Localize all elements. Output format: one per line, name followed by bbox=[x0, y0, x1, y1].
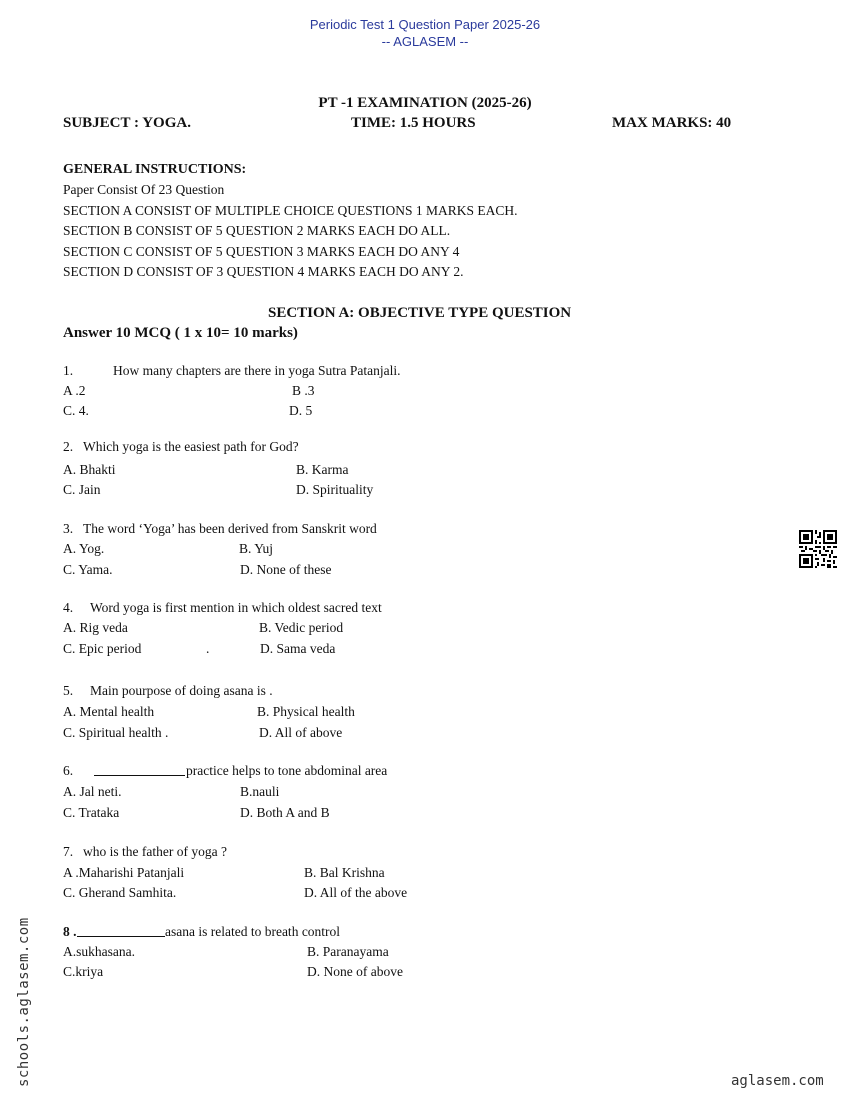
option-c: C. Jain bbox=[63, 482, 101, 497]
question-text: How many chapters are there in yoga Sutra Patanjali. bbox=[113, 363, 401, 378]
option-c: C. Epic period bbox=[63, 641, 142, 656]
option-d: D. Sama veda bbox=[260, 641, 336, 656]
footer-watermark: aglasem.com bbox=[731, 1073, 824, 1089]
option-c: C. Trataka bbox=[63, 805, 120, 820]
question-number: 7. bbox=[63, 844, 74, 859]
option-b: B. Paranayama bbox=[307, 944, 389, 959]
instruction-line: SECTION A CONSIST OF MULTIPLE CHOICE QUESTIONS 1 MARKS EACH. bbox=[63, 203, 518, 218]
question-text: The word ‘Yoga’ has been derived from Sanskrit word bbox=[83, 521, 377, 536]
option-b: B. Yuj bbox=[239, 541, 274, 556]
option-a: A. Bhakti bbox=[63, 462, 116, 477]
instruction-line: SECTION C CONSIST OF 5 QUESTION 3 MARKS EACH DO ANY 4 bbox=[63, 244, 460, 259]
option-c: C.kriya bbox=[63, 964, 104, 979]
question-number: 6. bbox=[63, 763, 74, 778]
option-a: A.sukhasana. bbox=[63, 944, 135, 959]
qr-code-icon bbox=[799, 530, 837, 568]
option-b: B. Vedic period bbox=[259, 620, 344, 635]
exam-title: PT -1 EXAMINATION (2025-26) bbox=[318, 95, 532, 111]
option-d: D. 5 bbox=[289, 403, 313, 418]
question-text: asana is related to breath control bbox=[165, 924, 341, 939]
question-text: Word yoga is first mention in which oldest sacred text bbox=[90, 600, 382, 615]
option-a: A. Mental health bbox=[63, 704, 155, 719]
option-b: B .3 bbox=[292, 383, 315, 398]
option-a: A .2 bbox=[63, 383, 86, 398]
option-c: C. 4. bbox=[63, 403, 89, 418]
fill-in-blank bbox=[77, 924, 165, 941]
option-b: B.nauli bbox=[240, 784, 280, 799]
option-d: D. None of above bbox=[307, 964, 403, 979]
question-number: 2. bbox=[63, 439, 74, 454]
option-c: C. Spiritual health . bbox=[63, 725, 169, 740]
question-text: Main pourpose of doing asana is . bbox=[90, 683, 273, 698]
exam-max-marks: MAX MARKS: 40 bbox=[612, 115, 732, 131]
exam-time: TIME: 1.5 HOURS bbox=[351, 115, 476, 131]
option-a: A .Maharishi Patanjali bbox=[63, 865, 185, 880]
header-title: Periodic Test 1 Question Paper 2025-26 bbox=[309, 17, 541, 32]
section-a-title: SECTION A: OBJECTIVE TYPE QUESTION bbox=[268, 305, 572, 321]
option-b: B. Physical health bbox=[257, 704, 355, 719]
header-brand: -- AGLASEM -- bbox=[381, 34, 469, 49]
section-a-subtitle: Answer 10 MCQ ( 1 x 10= 10 marks) bbox=[63, 325, 298, 341]
stray-period: . bbox=[206, 641, 210, 656]
option-c: C. Yama. bbox=[63, 562, 113, 577]
option-a: A. Jal neti. bbox=[63, 784, 122, 799]
option-d: D. All of above bbox=[259, 725, 343, 740]
instruction-line: SECTION D CONSIST OF 3 QUESTION 4 MARKS EACH DO ANY 2. bbox=[63, 264, 464, 279]
exam-subject: SUBJECT : YOGA. bbox=[63, 115, 191, 131]
option-d: D. Spirituality bbox=[296, 482, 374, 497]
question-number: 8 . bbox=[63, 924, 77, 939]
side-watermark: schools.aglasem.com bbox=[16, 917, 32, 1087]
option-b: B. Karma bbox=[296, 462, 349, 477]
question-number: 3. bbox=[63, 521, 74, 536]
instruction-line: Paper Consist Of 23 Question bbox=[63, 182, 225, 197]
fill-in-blank bbox=[94, 763, 185, 780]
option-d: D. All of the above bbox=[304, 885, 408, 900]
option-d: D. None of these bbox=[240, 562, 332, 577]
option-b: B. Bal Krishna bbox=[304, 865, 385, 880]
instruction-line: SECTION B CONSIST OF 5 QUESTION 2 MARKS EACH DO ALL. bbox=[63, 223, 451, 238]
option-a: A. Rig veda bbox=[63, 620, 128, 635]
question-number: 5. bbox=[63, 683, 74, 698]
question-number: 1. bbox=[63, 363, 74, 378]
option-c: C. Gherand Samhita. bbox=[63, 885, 177, 900]
question-text: who is the father of yoga ? bbox=[83, 844, 227, 859]
option-a: A. Yog. bbox=[63, 541, 105, 556]
question-text: practice helps to tone abdominal area bbox=[186, 763, 388, 778]
option-d: D. Both A and B bbox=[240, 805, 330, 820]
question-text: Which yoga is the easiest path for God? bbox=[83, 439, 299, 454]
instructions-heading: GENERAL INSTRUCTIONS: bbox=[63, 162, 247, 177]
question-number: 4. bbox=[63, 600, 74, 615]
